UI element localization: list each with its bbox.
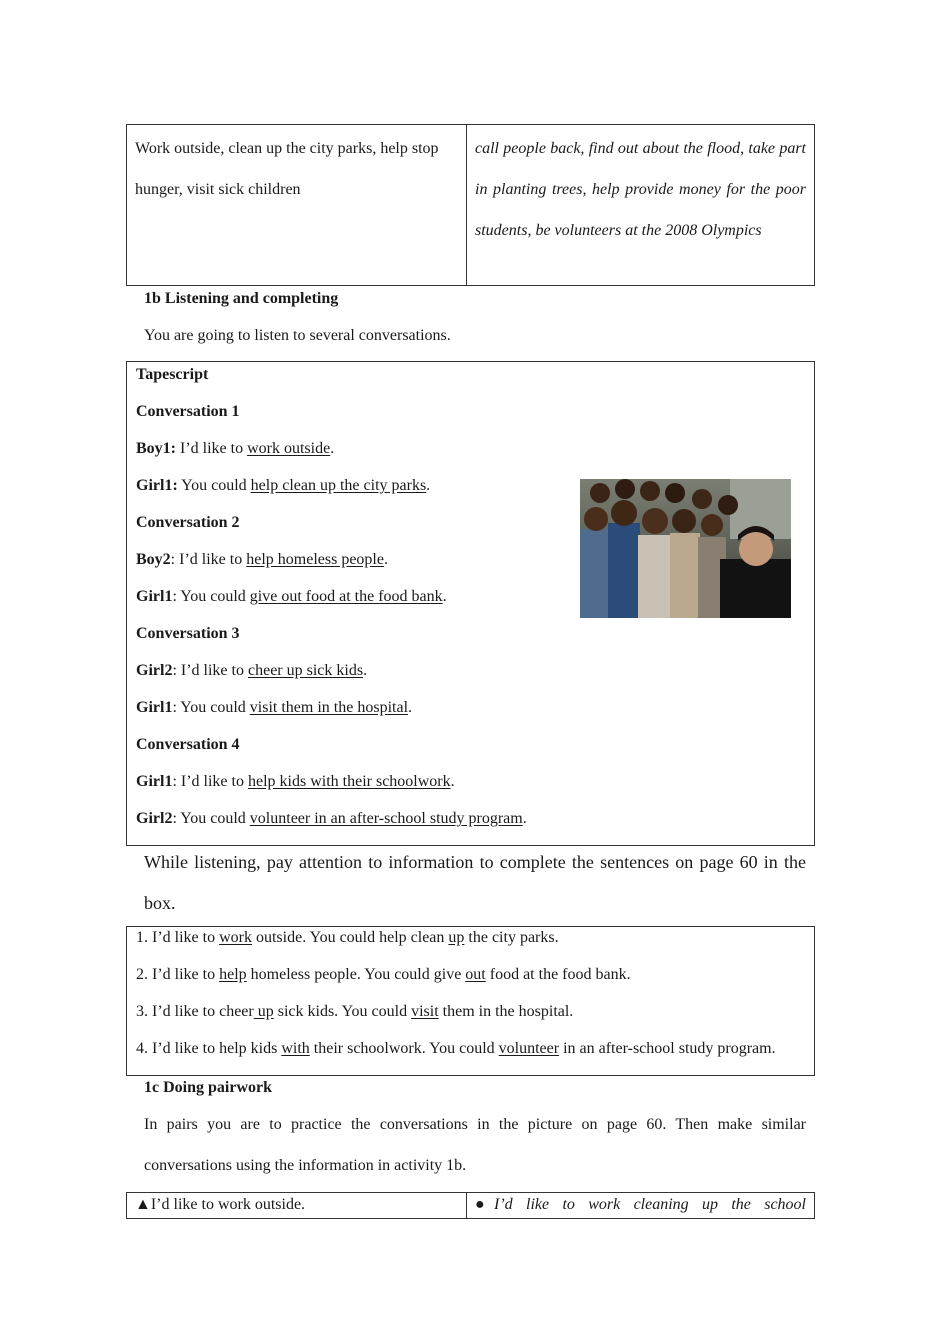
- conversation-3-title: Conversation 3: [136, 625, 240, 642]
- pairwork-table: [126, 1192, 815, 1219]
- conversation-1-title: Conversation 1: [136, 403, 240, 420]
- conversation-line: Girl1: I’d like to help kids with their schoolwork.: [136, 773, 455, 790]
- conversation-4-title: Conversation 4: [136, 736, 240, 753]
- activities-left-cell: Work outside, clean up the city parks, help stop hunger, visit sick children: [127, 125, 467, 285]
- section-1b-heading: 1b Listening and completing: [144, 290, 339, 307]
- section-1c-heading: 1c Doing pairwork: [144, 1079, 272, 1096]
- while-listening-instructions: While listening, pay attention to information to complete the sentences on page 60 in the box.: [144, 852, 806, 913]
- conversation-line: Boy1: I’d like to work outside.: [136, 440, 335, 457]
- pairwork-right-cell: ●I’d like to work cleaning up the school: [475, 1196, 807, 1213]
- answer-line-1: 1. I’d like to work outside. You could help clean up the city parks.: [136, 929, 559, 946]
- conversation-line: Girl1: You could help clean up the city parks.: [136, 477, 431, 494]
- section-1c-text: In pairs you are to practice the conversations in the picture on page 60. Then make similar conversations using the information in activity 1b.: [144, 1116, 806, 1174]
- conversation-line: Boy2: I’d like to help homeless people.: [136, 551, 388, 568]
- children-photo: [580, 479, 791, 618]
- tapescript-title: Tapescript: [136, 366, 209, 383]
- section-1b-intro: You are going to listen to several conversations.: [144, 327, 451, 344]
- conversation-2-title: Conversation 2: [136, 514, 240, 531]
- conversation-line: Girl2: I’d like to cheer up sick kids.: [136, 662, 368, 679]
- conversation-line: Girl1: You could give out food at the food bank.: [136, 588, 447, 605]
- answer-line-4: 4. I’d like to help kids with their schoolwork. You could volunteer in an after-school study program.: [136, 1040, 776, 1057]
- pairwork-left-cell: ▲I’d like to work outside.: [127, 1193, 467, 1218]
- answer-line-2: 2. I’d like to help homeless people. You could give out food at the food bank.: [136, 966, 631, 983]
- circle-bullet-icon: ●: [475, 1196, 495, 1213]
- activities-table: [126, 124, 815, 286]
- triangle-bullet-icon: ▲: [135, 1196, 151, 1213]
- activities-right-cell: call people back, find out about the flood, take part in planting trees, help provide money for the poor students, be volunteers at the 2008 Olympics: [475, 140, 806, 239]
- answer-line-3: 3. I’d like to cheer up sick kids. You could visit them in the hospital.: [136, 1003, 574, 1020]
- conversation-line: Girl1: You could visit them in the hospital.: [136, 699, 413, 716]
- answers-box: [126, 926, 815, 1076]
- conversation-line: Girl2: You could volunteer in an after-school study program.: [136, 810, 527, 827]
